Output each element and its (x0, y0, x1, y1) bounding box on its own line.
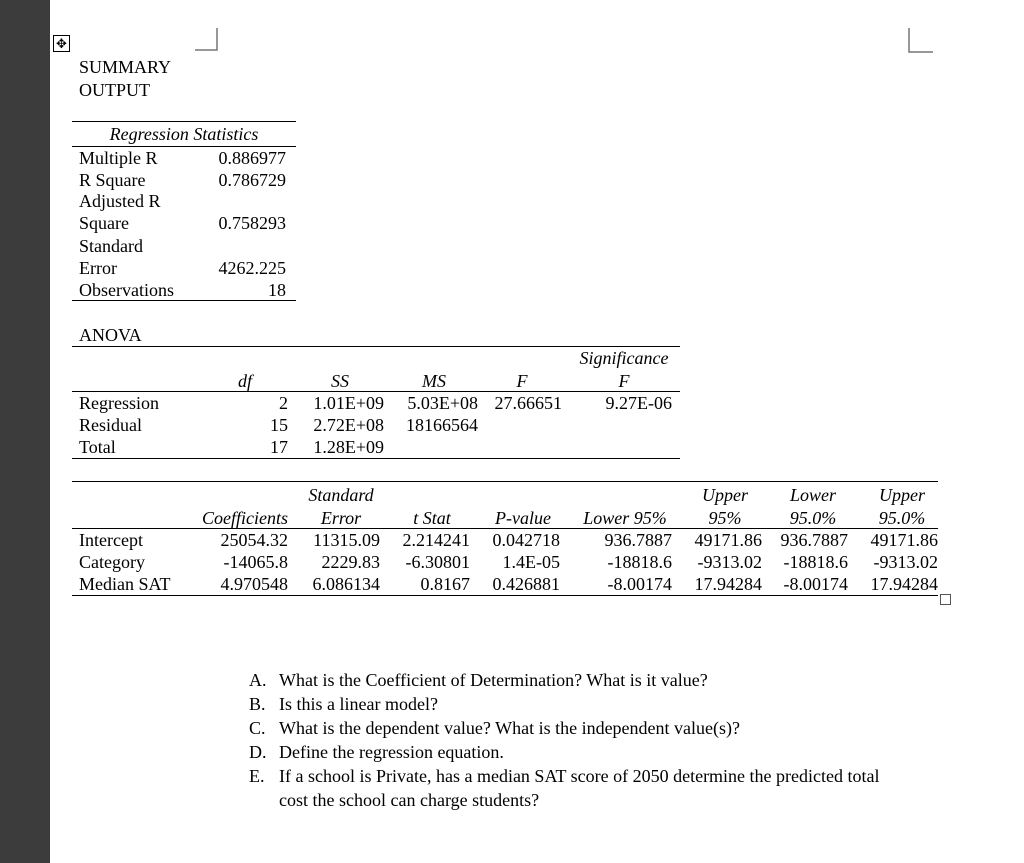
anova-bottom-rule (72, 458, 680, 459)
question-text: What is the Coefficient of Determination? What is it value? (279, 670, 708, 690)
coef-header-lower-950-line2: 95.0% (789, 508, 837, 528)
anova-cell-ss: 2.72E+08 (313, 415, 384, 435)
anova-header-df: df (237, 371, 252, 391)
question-letter: D. (249, 742, 267, 762)
resize-handle[interactable] (940, 594, 951, 605)
coef-header-upper-95-line2: 95% (708, 508, 742, 528)
move-anchor-icon[interactable]: ✥ (53, 35, 70, 52)
coef-cell-t-stat: 2.214241 (402, 530, 470, 550)
question-d (249, 740, 909, 764)
regstats-label-adjusted-r-line2: Square (79, 213, 129, 233)
regstats-value-adjusted-r-square: 0.758293 (218, 213, 286, 233)
regstats-label-observations: Observations (79, 280, 174, 300)
question-letter: B. (249, 694, 266, 714)
coef-header-se-line2: Error (320, 508, 362, 528)
anova-header-f: F (516, 371, 528, 391)
regstats-label-r-square: R Square (79, 170, 146, 190)
question-list (249, 668, 909, 812)
coef-top-rule (72, 481, 938, 482)
anova-row-label: Residual (79, 415, 142, 435)
coef-cell-upper-95: -9313.02 (697, 552, 762, 572)
crop-mark-left-icon (195, 28, 219, 52)
question-text: What is the dependent value? What is the independent value(s)? (279, 718, 740, 738)
question-letter: A. (249, 670, 267, 690)
regstats-bottom-rule (72, 300, 296, 301)
coef-cell-coefficient: 4.970548 (220, 574, 288, 594)
anova-header-sig-line2: F (618, 371, 630, 391)
coef-cell-t-stat: 0.8167 (420, 574, 470, 594)
regstats-value-standard-error: 4262.225 (218, 258, 286, 278)
anova-title: ANOVA (79, 325, 142, 345)
regstats-value-r-square: 0.786729 (218, 170, 286, 190)
coef-cell-p-value: 0.426881 (492, 574, 560, 594)
left-sidebar (0, 0, 50, 863)
coef-cell-lower-950: 936.7887 (780, 530, 848, 550)
regstats-value-multiple-r: 0.886977 (218, 148, 286, 168)
coef-header-upper-950-line2: 95.0% (878, 508, 926, 528)
question-text: If a school is Private, has a median SAT score of 2050 determine the predicted total cost the school can charge students? (279, 766, 880, 810)
summary-title-line1: SUMMARY (79, 57, 172, 77)
coef-cell-lower-950: -8.00174 (783, 574, 848, 594)
coef-cell-upper-95: 17.94284 (694, 574, 762, 594)
coef-cell-lower-950: -18818.6 (783, 552, 848, 572)
coef-header-lower-950-line1: Lower (789, 485, 836, 505)
coef-cell-standard-error: 2229.83 (321, 552, 380, 572)
question-text: Define the regression equation. (279, 742, 504, 762)
anova-header-sig-line1: Significance (579, 348, 669, 368)
summary-title-line2: OUTPUT (79, 80, 150, 100)
anova-cell-sig: 9.27E-06 (605, 393, 672, 413)
coef-cell-standard-error: 11315.09 (313, 530, 380, 550)
coef-row-label: Median SAT (79, 574, 171, 594)
coef-cell-upper-95: 49171.86 (694, 530, 762, 550)
anova-cell-ms: 18166564 (406, 415, 478, 435)
coef-cell-lower-95: 936.7887 (604, 530, 672, 550)
coef-cell-coefficient: 25054.32 (220, 530, 288, 550)
coef-row-label: Intercept (79, 530, 143, 550)
coef-cell-upper-950: -9313.02 (873, 552, 938, 572)
question-c (249, 716, 909, 740)
anova-cell-ss: 1.01E+09 (313, 393, 384, 413)
coef-cell-lower-95: -8.00174 (607, 574, 672, 594)
coef-header-coefficients: Coefficients (202, 508, 288, 528)
regstats-header: Regression Statistics (109, 124, 259, 144)
coef-cell-coefficient: -14065.8 (223, 552, 288, 572)
coef-cell-upper-950: 49171.86 (870, 530, 938, 550)
regstats-top-rule (72, 121, 296, 122)
coef-header-lower-95: Lower 95% (583, 508, 667, 528)
anova-row-label: Total (79, 437, 116, 457)
question-e (249, 764, 909, 812)
coef-cell-p-value: 1.4E-05 (502, 552, 560, 572)
coef-cell-standard-error: 6.086134 (312, 574, 380, 594)
anova-cell-df: 17 (270, 437, 288, 457)
coef-cell-p-value: 0.042718 (492, 530, 560, 550)
question-b (249, 692, 909, 716)
regstats-label-standard-error-line2: Error (79, 258, 117, 278)
regstats-label-standard-error-line1: Standard (79, 236, 143, 256)
regstats-label-multiple-r: Multiple R (79, 148, 158, 168)
regstats-label-adjusted-r-line1: Adjusted R (79, 191, 161, 211)
crop-mark-right-icon (907, 28, 933, 54)
anova-cell-ms: 5.03E+08 (407, 393, 478, 413)
coef-header-upper-95-line1: Upper (702, 485, 748, 505)
question-letter: E. (249, 766, 265, 786)
regstats-value-observations: 18 (268, 280, 286, 300)
coef-cell-upper-950: 17.94284 (870, 574, 938, 594)
anova-header-ms: MS (422, 371, 446, 391)
coef-header-upper-950-line1: Upper (879, 485, 925, 505)
question-a (249, 668, 909, 692)
anova-cell-df: 15 (270, 415, 288, 435)
coef-cell-lower-95: -18818.6 (607, 552, 672, 572)
question-letter: C. (249, 718, 266, 738)
coef-row-label: Category (79, 552, 145, 572)
anova-row-label: Regression (79, 393, 159, 413)
coef-cell-t-stat: -6.30801 (405, 552, 470, 572)
coef-header-t-stat: t Stat (413, 508, 451, 528)
coef-bottom-rule (72, 595, 938, 596)
coef-header-p-value: P-value (495, 508, 551, 528)
question-text: Is this a linear model? (279, 694, 438, 714)
anova-cell-ss: 1.28E+09 (313, 437, 384, 457)
coef-header-se-line1: Standard (308, 485, 374, 505)
anova-cell-df: 2 (279, 393, 288, 413)
anova-cell-f: 27.66651 (494, 393, 562, 413)
anova-header-ss: SS (331, 371, 349, 391)
